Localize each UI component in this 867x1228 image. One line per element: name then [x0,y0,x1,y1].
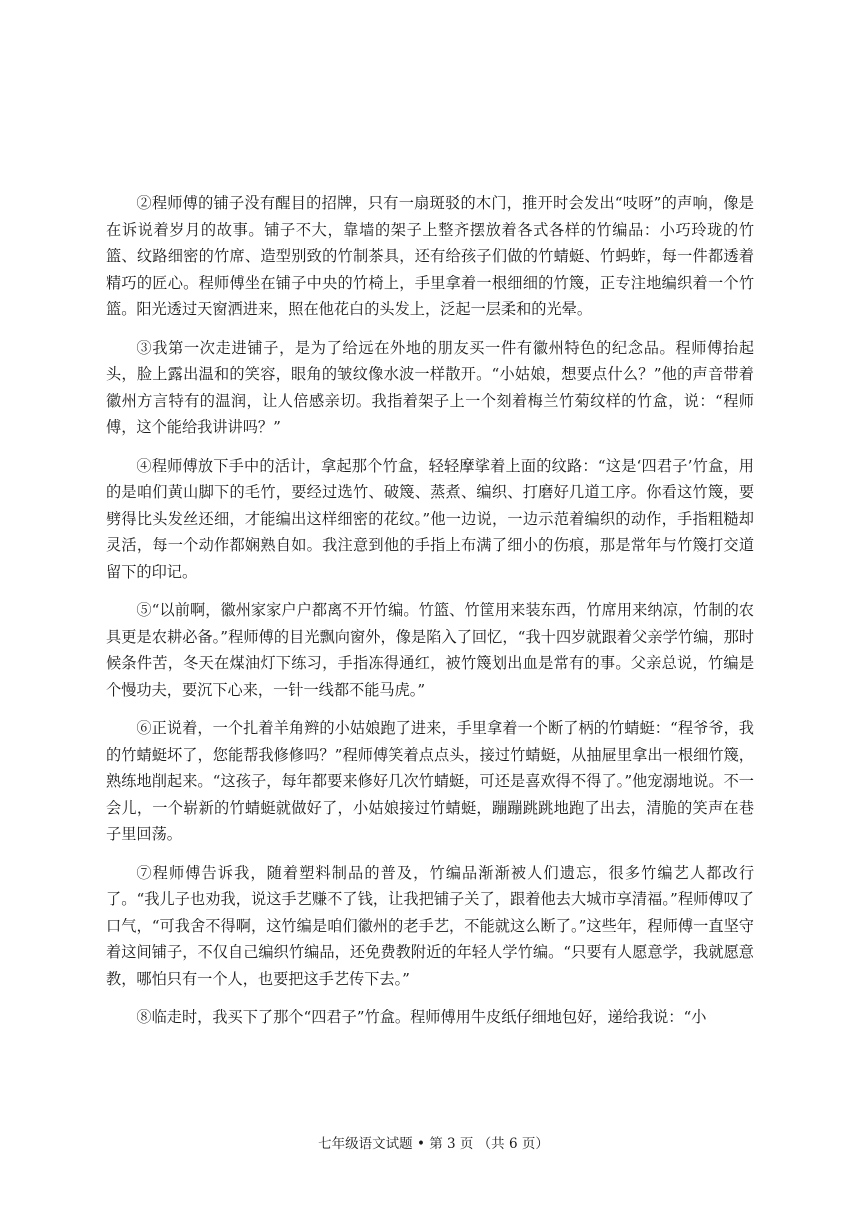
paragraph-7: ⑦程师傅告诉我，随着塑料制品的普及，竹编品渐渐被人们遗忘，很多竹编艺人都改行了。“我儿子也劝我，说这手艺赚不了钱，让我把铺子关了，跟着他去大城市享清福。”程师傅叹了口气，“可我舍不得啊，这竹编是咱们徽州的老手艺，不能就这么断了。”这些年，程师傅一直坚守着这间铺子，不仅自己编织竹编品，还免费教附近的年轻人学竹编。“只要有人愿意学，我就愿意教，哪怕只有一个人，也要把这手艺传下去。” [106,863,754,988]
paragraph-2: ②程师傅的铺子没有醒目的招牌，只有一扇斑驳的木门，推开时会发出“吱呀”的声响，像是在诉说着岁月的故事。铺子不大，靠墙的架子上整齐摆放着各式各样的竹编品：小巧玲珑的竹篮、纹路细密的竹席、造型别致的竹制茶具，还有给孩子们做的竹蜻蜓、竹蚂蚱，每一件都透着精巧的匠心。程师傅坐在铺子中央的竹椅上，手里拿着一根细细的竹篾，正专注地编织着一个竹篮。阳光透过天窗洒进来，照在他花白的头发上，泛起一层柔和的光晕。 [106,194,754,318]
paragraph-5: ⑤“以前啊，徽州家家户户都离不开竹编。竹篮、竹筐用来装东西，竹席用来纳凉，竹制的农具更是农耕必备。”程师傅的目光飘向窗外，像是陷入了回忆，“我十四岁就跟着父亲学竹编，那时候条件苦，冬天在煤油灯下练习，手指冻得通红，被竹篾划出血是常有的事。父亲总说，竹编是个慢功夫，要沉下心来，一针一线都不能马虎。” [106,601,754,699]
article-body [106,190,754,1043]
paragraph-6: ⑥正说着，一个扎着羊角辫的小姑娘跑了进来，手里拿着一个断了柄的竹蜻蜓：“程爷爷，我的竹蜻蜓坏了，您能帮我修修吗？”程师傅笑着点点头，接过竹蜻蜓，从抽屉里拿出一根细竹篾，熟练地削起来。“这孩子，每年都要来修好几次竹蜻蜓，可还是喜欢得不得了。”他宠溺地说。不一会儿，一个崭新的竹蜻蜓就做好了，小姑娘接过竹蜻蜓，蹦蹦跳跳地跑了出去，清脆的笑声在巷子里回荡。 [106,719,754,843]
paragraph-3: ③我第一次走进铺子，是为了给远在外地的朋友买一件有徽州特色的纪念品。程师傅抬起头，脸上露出温和的笑容，眼角的皱纹像水波一样散开。“小姑娘，想要点什么？”他的声音带着徽州方言特有的温润，让人倍感亲切。我指着架子上一个刻着梅兰竹菊纹样的竹盒，说：“程师傅，这个能给我讲讲吗？” [106,338,754,436]
page-footer: 七年级语文试题 • 第 3 页 （共 6 页） [318,1136,549,1152]
paragraph-4: ④程师傅放下手中的活计，拿起那个竹盒，轻轻摩挲着上面的纹路：“这是‘四君子’竹盒，用的是咱们黄山脚下的毛竹，要经过选竹、破篾、蒸煮、编织、打磨好几道工序。你看这竹篾，要劈得比头发丝还细，才能编出这样细密的花纹。”他一边说，一边示范着编织的动作，手指粗糙却灵活，每一个动作都娴熟自如。我注意到他的手指上布满了细小的伤痕，那是常年与竹篾打交道留下的印记。 [106,456,754,581]
paragraph-8: ⑧临走时，我买下了那个“四君子”竹盒。程师傅用牛皮纸仔细地包好，递给我说：“小 [136,1008,707,1026]
